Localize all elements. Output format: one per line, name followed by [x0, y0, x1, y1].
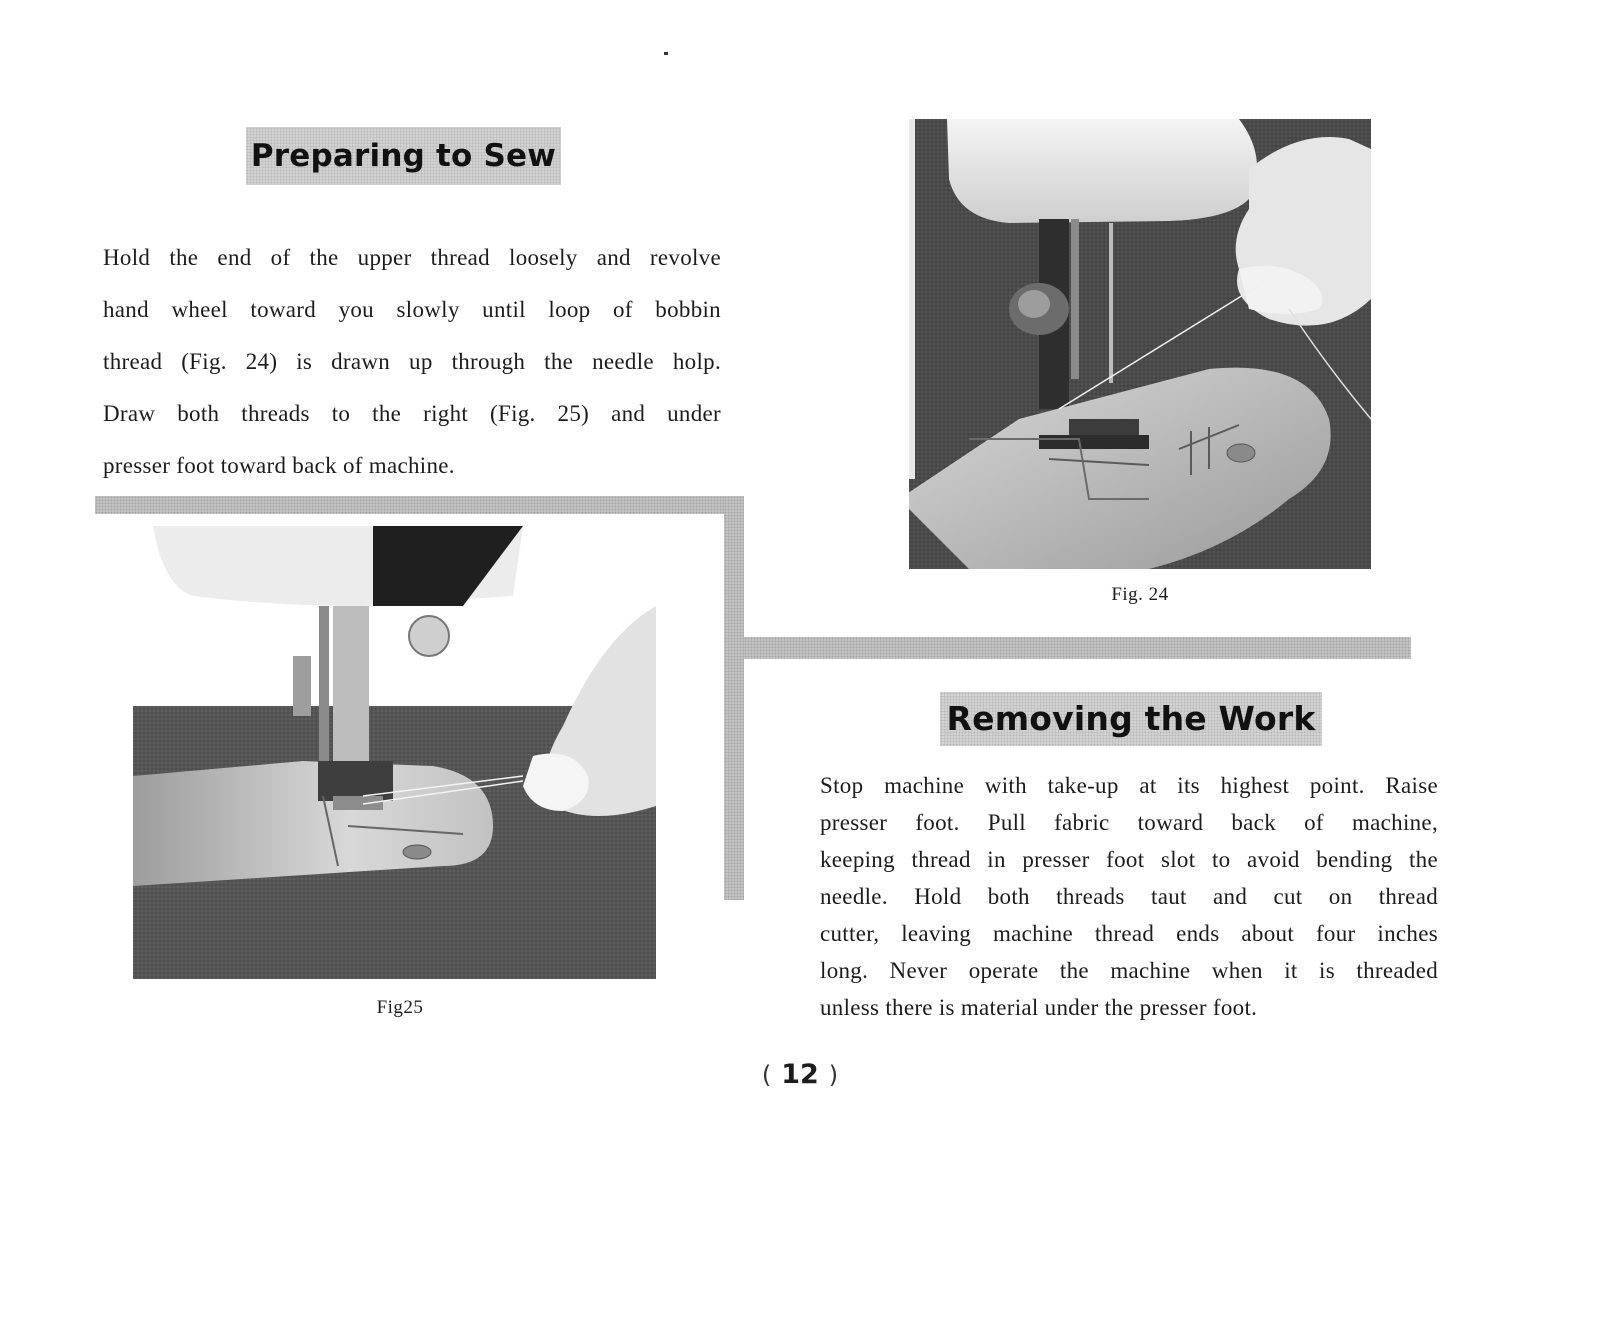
heading-preparing-to-sew: Preparing to Sew	[246, 127, 561, 185]
paragraph-line: Draw both threads to the right (Fig. 25) and under	[103, 401, 721, 426]
paragraph-line: Stop machine with take-up at its highest point. Raise	[820, 773, 1438, 798]
page-number-open-paren: (	[761, 1061, 772, 1089]
paragraph-line: presser foot. Pull fabric toward back of machine,	[820, 810, 1438, 835]
decorative-band-middle	[744, 637, 1411, 659]
fig25-photo	[133, 526, 656, 979]
paragraph-line: Hold the end of the upper thread loosely and revolve	[103, 245, 721, 270]
heading-removing-the-work: Removing the Work	[940, 692, 1322, 746]
page-number-value: 12	[781, 1059, 819, 1090]
paragraph-line: thread (Fig. 24) is drawn up through the needle holp.	[103, 349, 721, 374]
paragraph-line: hand wheel toward you slowly until loop of bobbin	[103, 297, 721, 322]
paragraph-line: unless there is material under the presser foot.	[820, 995, 1258, 1020]
paragraph-line: long. Never operate the machine when it is threaded	[820, 958, 1438, 983]
paragraph-line: cutter, leaving machine thread ends about four inches	[820, 921, 1438, 946]
paragraph-line: needle. Hold both threads taut and cut on thread	[820, 884, 1438, 909]
removing-paragraph	[820, 767, 1438, 1026]
stray-mark	[664, 52, 668, 55]
paragraph-line: presser foot toward back of machine.	[103, 453, 455, 478]
page-number-close-paren: )	[828, 1061, 839, 1089]
fig24-caption: Fig. 24	[1111, 584, 1169, 605]
preparing-paragraph	[103, 232, 721, 492]
decorative-band-vertical	[724, 496, 744, 900]
page-number	[700, 1059, 900, 1090]
fig24-photo	[909, 119, 1371, 569]
paragraph-line: keeping thread in presser foot slot to avoid bending the	[820, 847, 1438, 872]
decorative-band-top	[95, 496, 744, 514]
fig25-caption: Fig25	[376, 997, 424, 1018]
